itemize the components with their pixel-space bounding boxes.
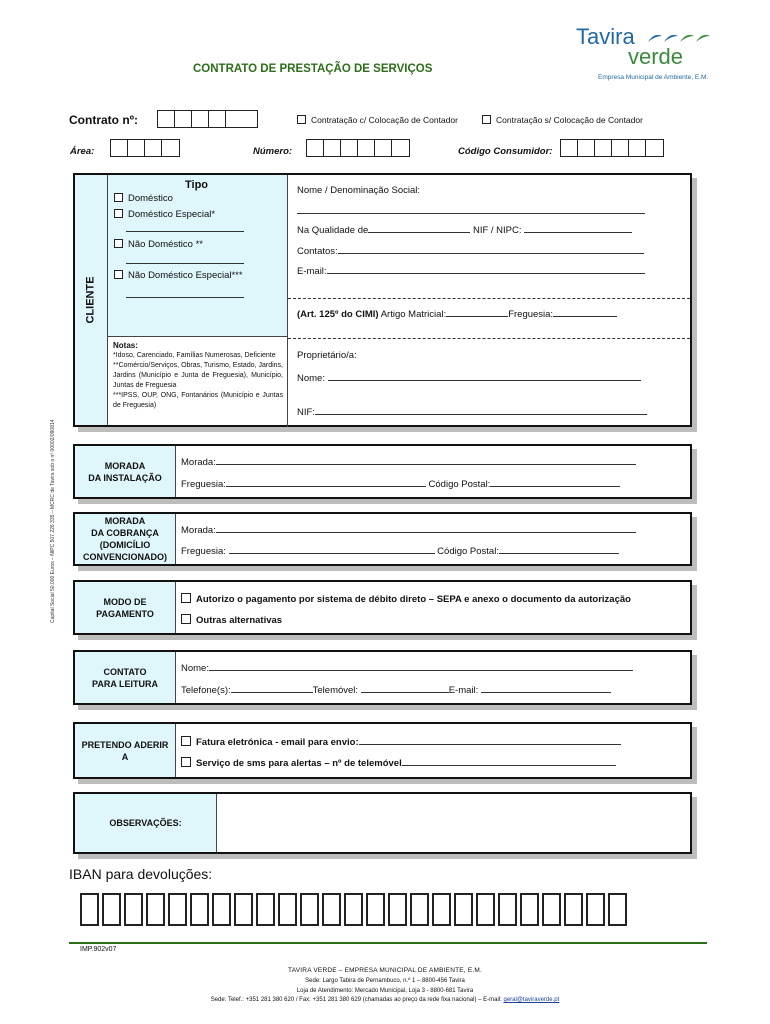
observacoes-section — [73, 792, 692, 854]
opt-sem-contador[interactable] — [482, 115, 643, 125]
mi-morada-row — [181, 456, 636, 468]
art-label: (Art. 125º do CIMI) — [297, 309, 379, 320]
pagamento-sepa-option[interactable] — [181, 593, 631, 605]
contrato-label: Contrato nº: — [69, 113, 139, 127]
logo-leaves-icon — [646, 30, 712, 46]
logo-tagline: Empresa Municipal de Ambiente, E.M. — [598, 74, 709, 81]
area-boxes[interactable] — [110, 139, 180, 157]
checkbox-sms-alertas[interactable] — [181, 757, 191, 767]
contato-section — [73, 650, 692, 705]
notas-line-1: *Idoso, Carenciado, Famílias Numerosas, Deficiente — [113, 352, 276, 359]
mc-codigo-postal-label: Código Postal: — [437, 546, 499, 557]
pretendo-label: PRETENDO ADERIR A — [75, 724, 176, 777]
mc-morada-label: Morada: — [181, 525, 216, 536]
fatura-eletronica-option[interactable] — [181, 736, 621, 748]
iban-label: IBAN para devoluções: — [69, 866, 213, 882]
tipo-domestico-label: Doméstico — [128, 193, 173, 204]
modo-pagamento-section — [73, 580, 692, 635]
morada-instalacao-section — [73, 444, 692, 499]
checkbox-nao-domestico[interactable] — [114, 239, 123, 248]
contato-email-label: E-mail: — [448, 685, 479, 696]
contato-telemovel-field[interactable] — [361, 684, 449, 693]
prop-nome-label: Nome: — [297, 373, 325, 384]
morada-instalacao-label: MORADA DA INSTALAÇÃO — [75, 446, 176, 497]
opt-com-contador-label: Contratação c/ Colocação de Contador — [311, 115, 458, 125]
qualidade-label: Na Qualidade de — [297, 225, 369, 236]
mc-codigo-postal-field[interactable] — [499, 545, 619, 554]
observacoes-field[interactable] — [218, 794, 690, 852]
prop-nome-row — [297, 372, 641, 384]
notas-line-2: **Comércio/Serviços, Obras, Turismo, Estado, Jardins, Jardins (Município e Junta de Freguesia), Município, Juntas de Freguesia — [113, 362, 284, 389]
cliente-section — [73, 173, 692, 427]
divider-top — [288, 298, 690, 299]
contrato-number-boxes[interactable] — [157, 110, 258, 128]
pagamento-sepa-label: Autorizo o pagamento por sistema de débito direto – SEPA e anexo o documento da autorização — [196, 594, 631, 605]
notas-box — [108, 337, 288, 427]
footer-contacts: Sede: Telef.: +351 281 380 620 / Fax: +351 281 380 629 (chamadas ao preço da rede fixa nacional) – E-mail: — [210, 997, 502, 1003]
pagamento-outras-option[interactable] — [181, 614, 282, 626]
artigo-row — [297, 308, 617, 320]
fatura-eletronica-field[interactable] — [359, 736, 621, 745]
numero-label: Número: — [253, 146, 293, 157]
mi-codigo-postal-field[interactable] — [490, 478, 620, 487]
contato-nome-row — [181, 662, 633, 674]
prop-nif-field[interactable] — [315, 406, 647, 415]
cliente-label: CLIENTE — [85, 276, 97, 324]
email-row — [297, 265, 645, 277]
codigo-consumidor-boxes[interactable] — [560, 139, 664, 157]
mi-morada-field[interactable] — [216, 456, 636, 465]
tipo-title: Tipo — [185, 179, 209, 191]
footer-loja: Loja de Atendimento: Mercado Municipal, Loja 3 - 8800-681 Tavira — [296, 988, 474, 994]
contato-telefone-label: Telefone(s): — [181, 685, 231, 696]
prop-nome-field[interactable] — [328, 372, 641, 381]
mc-morada-field[interactable] — [216, 524, 636, 533]
email-field[interactable] — [327, 265, 645, 274]
pagamento-outras-label: Outras alternativas — [196, 615, 283, 626]
prop-nif-label: NIF: — [297, 407, 315, 418]
checkbox-outras[interactable] — [181, 614, 191, 624]
contatos-field[interactable] — [338, 245, 644, 254]
opt-sem-contador-label: Contratação s/ Colocação de Contador — [496, 115, 643, 125]
checkbox-fatura-eletronica[interactable] — [181, 736, 191, 746]
page-title: CONTRATO DE PRESTAÇÃO DE SERVIÇOS — [193, 63, 433, 75]
contato-telefone-row — [181, 684, 611, 696]
tipo-nao-domestico-especial[interactable] — [114, 270, 243, 281]
divider-bottom — [288, 338, 690, 339]
nome-label: Nome / Denominação Social: — [297, 185, 421, 196]
email-label: E-mail: — [297, 266, 327, 277]
logo-name-bottom: verde — [628, 44, 684, 69]
pretendo-section — [73, 722, 692, 779]
contato-telefone-field[interactable] — [231, 684, 313, 693]
notas-line-3: ***IPSS, OUP, ONG, Fontanários (Município e Juntas de Freguesia) — [113, 392, 283, 409]
nif-nipc-label: NIF / NIPC: — [472, 225, 522, 236]
artigo-freguesia-label: Freguesia: — [508, 309, 554, 320]
mc-freguesia-label: Freguesia: — [181, 546, 226, 557]
footer-rule — [69, 942, 707, 944]
opt-com-contador[interactable] — [297, 115, 458, 125]
checkbox-com-contador[interactable] — [297, 115, 306, 124]
proprietario-label: Proprietário/a: — [297, 350, 357, 361]
mc-freguesia-row — [181, 545, 619, 557]
tipo-box — [108, 175, 288, 337]
mc-morada-row — [181, 524, 636, 536]
observacoes-label: OBSERVAÇÕES: — [75, 794, 217, 852]
fatura-eletronica-label: Fatura eletrónica - email para envio: — [196, 737, 359, 748]
side-note: Capital Social 50.000 Euros – NIPC 507 226 335 – MCRC de Tavira sob o nº 00002/090814 — [50, 419, 56, 623]
checkbox-sem-contador[interactable] — [482, 115, 491, 124]
morada-cobranca-section — [73, 512, 692, 566]
tipo-nao-domestico[interactable] — [114, 239, 203, 250]
tipo-domestico-especial-line[interactable] — [126, 223, 244, 232]
form-code: IMP.902v07 — [80, 946, 117, 953]
nif-nipc-field[interactable] — [524, 224, 632, 233]
sms-alertas-field[interactable] — [402, 757, 616, 766]
mi-codigo-postal-label: Código Postal: — [428, 479, 491, 490]
artigo-label: Artigo Matricial: — [380, 309, 447, 320]
checkbox-nao-domestico-especial[interactable] — [114, 270, 123, 279]
contato-label: CONTATO PARA LEITURA — [75, 652, 176, 703]
area-label: Área: — [70, 146, 95, 157]
checkbox-sepa[interactable] — [181, 593, 191, 603]
modo-pagamento-label: MODO DE PAGAMENTO — [75, 582, 176, 633]
iban-boxes[interactable] — [80, 893, 627, 926]
morada-cobranca-label: MORADA DA COBRANÇA (DOMICÍLIO CONVENCIONADO) — [75, 514, 176, 564]
sms-alertas-label: Serviço de sms para alertas – nº de telemóvel — [196, 758, 402, 769]
qualidade-row — [297, 224, 632, 236]
contato-nome-field[interactable] — [209, 662, 633, 671]
footer-company: TAVIRA VERDE – EMPRESA MUNICIPAL DE AMBIENTE, E.M. — [288, 967, 482, 974]
contatos-label: Contatos: — [297, 246, 338, 257]
checkbox-domestico-especial[interactable] — [114, 209, 123, 218]
tipo-domestico-especial-label: Doméstico Especial* — [128, 209, 216, 220]
footer-email-link[interactable]: geral@taviraverde.pt — [503, 997, 560, 1003]
tipo-nao-domestico-especial-line[interactable] — [126, 289, 244, 298]
footer-sede: Sede: Largo Tabira de Pernambuco, n.º 1 – 8800-456 Tavira — [305, 978, 465, 984]
notas-title: Notas: — [113, 341, 138, 350]
contato-nome-label: Nome: — [181, 663, 209, 674]
tipo-nao-domestico-especial-label: Não Doméstico Especial*** — [128, 270, 243, 281]
numero-boxes[interactable] — [306, 139, 410, 157]
mi-freguesia-label: Freguesia: — [181, 479, 226, 490]
company-logo — [574, 22, 714, 84]
qualidade-field[interactable] — [368, 224, 470, 233]
mc-freguesia-field[interactable] — [229, 545, 435, 554]
mi-morada-label: Morada: — [181, 457, 216, 468]
artigo-freguesia-field[interactable] — [553, 308, 617, 317]
tipo-nao-domestico-label: Não Doméstico ** — [128, 239, 203, 250]
tipo-domestico-especial[interactable] — [114, 209, 215, 220]
contatos-row — [297, 245, 644, 257]
codigo-consumidor-label: Código Consumidor: — [458, 146, 553, 157]
checkbox-domestico[interactable] — [114, 193, 123, 202]
logo-name-top: Tavira — [576, 24, 635, 49]
mi-freguesia-field[interactable] — [226, 478, 426, 487]
prop-nif-row — [297, 406, 647, 418]
contato-email-field[interactable] — [481, 684, 611, 693]
contato-telemovel-label: Telemóvel: — [312, 685, 359, 696]
mi-freguesia-row — [181, 478, 620, 490]
nome-field[interactable] — [297, 205, 645, 214]
sms-alertas-option[interactable] — [181, 757, 616, 769]
artigo-field[interactable] — [446, 308, 508, 317]
tipo-domestico[interactable] — [114, 193, 173, 204]
footer-contacts-row — [0, 997, 770, 1003]
cliente-label-column — [75, 175, 108, 425]
tipo-nao-domestico-line[interactable] — [126, 255, 244, 264]
